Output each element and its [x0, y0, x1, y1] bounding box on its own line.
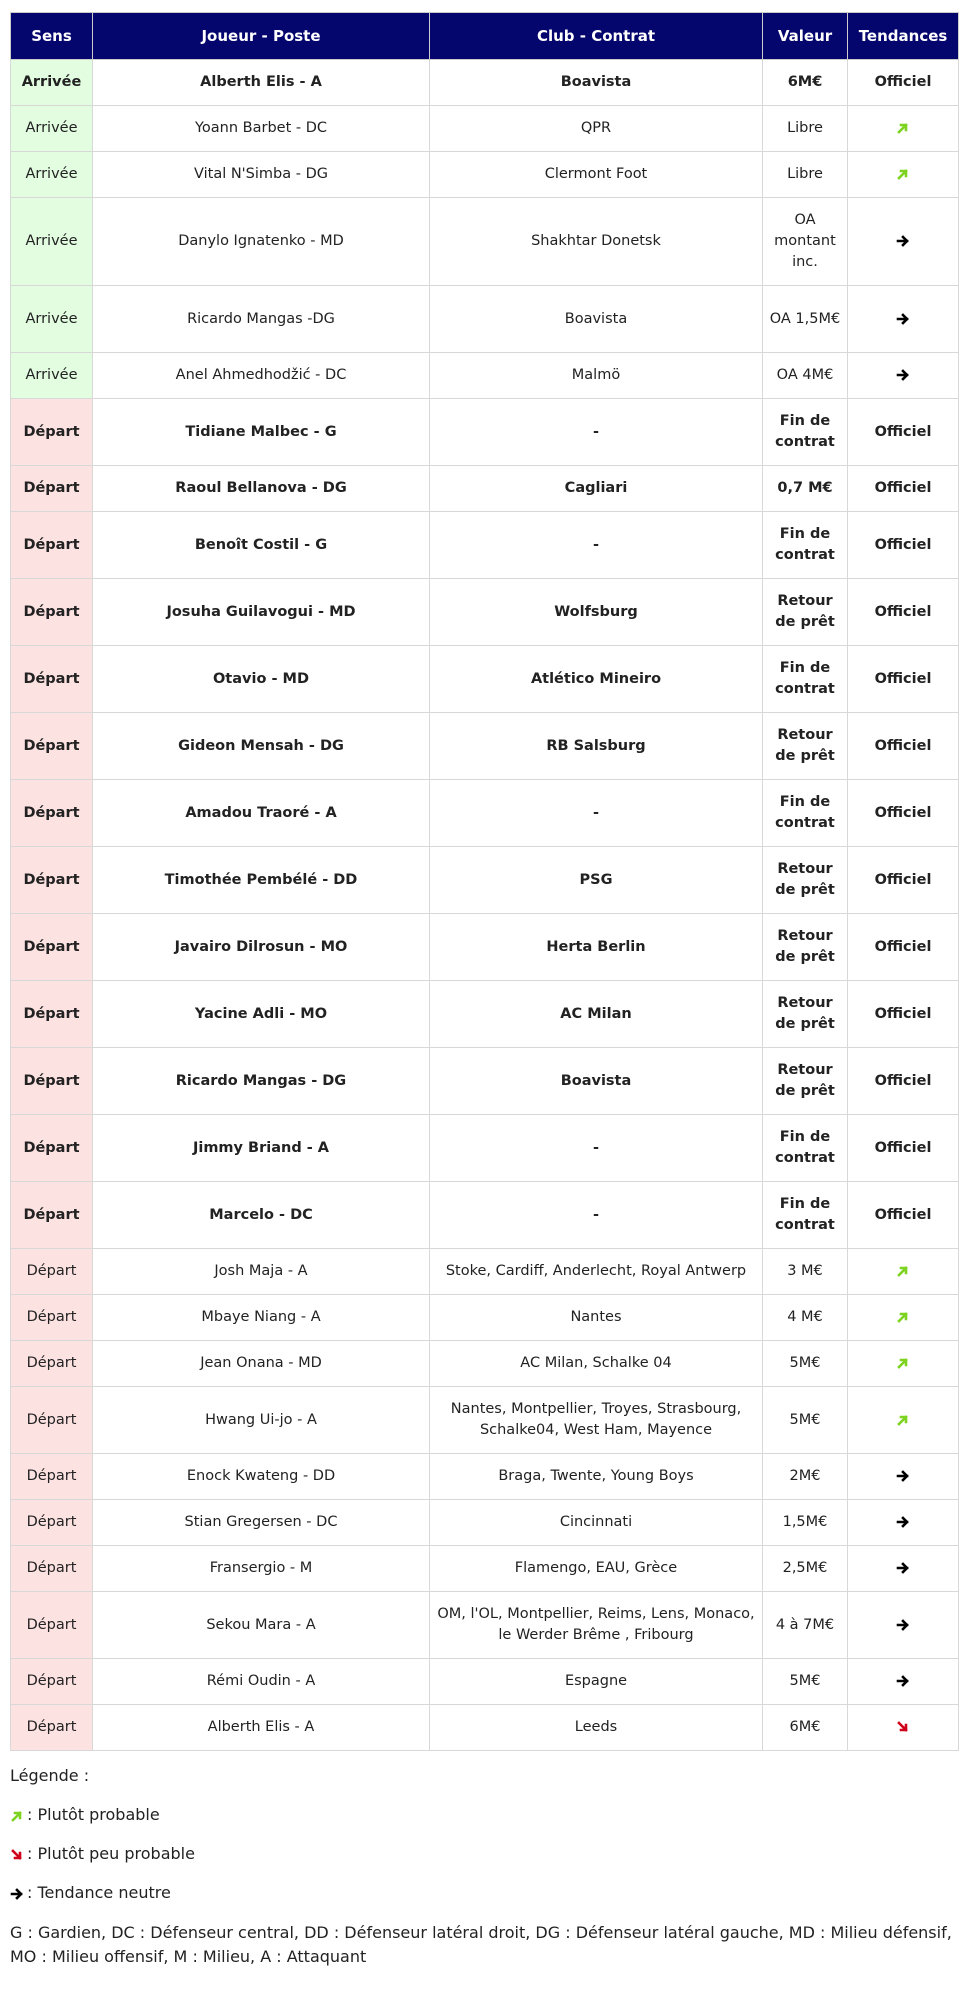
- neutral-arrow-icon: [896, 1514, 910, 1530]
- cell-tendance: Officiel: [848, 1048, 959, 1115]
- cell-joueur: Ricardo Mangas -DG: [93, 286, 430, 353]
- legend-title: Légende :: [10, 1766, 90, 1785]
- cell-tendance: Officiel: [848, 1182, 959, 1249]
- cell-sens: Départ: [11, 646, 93, 713]
- legend-down-label: : Plutôt peu probable: [27, 1844, 195, 1863]
- cell-club: OM, l'OL, Montpellier, Reims, Lens, Monaco, le Werder Brême , Fribourg: [430, 1592, 763, 1659]
- cell-club: AC Milan, Schalke 04: [430, 1341, 763, 1387]
- table-row: [11, 1115, 959, 1182]
- cell-joueur: Josuha Guilavogui - MD: [93, 579, 430, 646]
- cell-joueur: Marcelo - DC: [93, 1182, 430, 1249]
- cell-joueur: Alberth Elis - A: [93, 1705, 430, 1751]
- table-row: [11, 1546, 959, 1592]
- cell-tendance: [848, 286, 959, 353]
- cell-club: RB Salsburg: [430, 713, 763, 780]
- cell-tendance: [848, 1387, 959, 1454]
- cell-tendance: Officiel: [848, 713, 959, 780]
- cell-valeur: 5M€: [763, 1387, 848, 1454]
- cell-valeur: 4 à 7M€: [763, 1592, 848, 1659]
- cell-sens: Départ: [11, 1546, 93, 1592]
- cell-joueur: Timothée Pembélé - DD: [93, 847, 430, 914]
- neutral-arrow-icon: [896, 1560, 910, 1576]
- cell-valeur: Retour de prêt: [763, 713, 848, 780]
- cell-joueur: Amadou Traoré - A: [93, 780, 430, 847]
- cell-joueur: Anel Ahmedhodžić - DC: [93, 353, 430, 399]
- cell-joueur: Jimmy Briand - A: [93, 1115, 430, 1182]
- cell-tendance: Officiel: [848, 646, 959, 713]
- up-arrow-icon: [896, 166, 910, 182]
- cell-sens: Départ: [11, 1182, 93, 1249]
- cell-joueur: Vital N'Simba - DG: [93, 152, 430, 198]
- cell-sens: Arrivée: [11, 106, 93, 152]
- table-row: [11, 1295, 959, 1341]
- table-row: [11, 152, 959, 198]
- table-row: [11, 914, 959, 981]
- cell-joueur: Stian Gregersen - DC: [93, 1500, 430, 1546]
- legend: [10, 1765, 957, 1969]
- table-row: [11, 1182, 959, 1249]
- cell-valeur: 4 M€: [763, 1295, 848, 1341]
- cell-sens: Arrivée: [11, 60, 93, 106]
- cell-club: -: [430, 399, 763, 466]
- cell-valeur: OA 4M€: [763, 353, 848, 399]
- cell-sens: Arrivée: [11, 152, 93, 198]
- neutral-arrow-icon: [896, 233, 910, 249]
- cell-valeur: 2,5M€: [763, 1546, 848, 1592]
- cell-joueur: Ricardo Mangas - DG: [93, 1048, 430, 1115]
- cell-club: AC Milan: [430, 981, 763, 1048]
- cell-tendance: Officiel: [848, 512, 959, 579]
- up-arrow-icon: [896, 1309, 910, 1325]
- cell-joueur: Yacine Adli - MO: [93, 981, 430, 1048]
- cell-club: Atlético Mineiro: [430, 646, 763, 713]
- cell-valeur: Retour de prêt: [763, 914, 848, 981]
- cell-sens: Arrivée: [11, 198, 93, 286]
- cell-sens: Départ: [11, 1659, 93, 1705]
- cell-valeur: 0,7 M€: [763, 466, 848, 512]
- cell-club: Nantes: [430, 1295, 763, 1341]
- cell-club: PSG: [430, 847, 763, 914]
- table-row: [11, 286, 959, 353]
- table-row: [11, 1341, 959, 1387]
- cell-valeur: Retour de prêt: [763, 579, 848, 646]
- cell-club: Boavista: [430, 1048, 763, 1115]
- cell-joueur: Otavio - MD: [93, 646, 430, 713]
- cell-club: Malmö: [430, 353, 763, 399]
- cell-club: Boavista: [430, 60, 763, 106]
- table-row: [11, 579, 959, 646]
- cell-valeur: Fin de contrat: [763, 646, 848, 713]
- cell-tendance: [848, 1659, 959, 1705]
- cell-sens: Arrivée: [11, 353, 93, 399]
- table-row: [11, 1048, 959, 1115]
- cell-valeur: 1,5M€: [763, 1500, 848, 1546]
- cell-club: Cagliari: [430, 466, 763, 512]
- cell-tendance: [848, 1341, 959, 1387]
- table-header-row: [11, 13, 959, 60]
- cell-valeur: Fin de contrat: [763, 399, 848, 466]
- legend-neutral-label: : Tendance neutre: [27, 1883, 171, 1902]
- cell-valeur: OA 1,5M€: [763, 286, 848, 353]
- cell-sens: Départ: [11, 713, 93, 780]
- table-row: [11, 1249, 959, 1295]
- cell-tendance: [848, 1546, 959, 1592]
- up-arrow-icon: [896, 120, 910, 136]
- up-arrow-icon: [10, 1809, 24, 1823]
- cell-joueur: Raoul Bellanova - DG: [93, 466, 430, 512]
- cell-tendance: [848, 198, 959, 286]
- table-row: [11, 1387, 959, 1454]
- table-row: [11, 106, 959, 152]
- cell-club: Clermont Foot: [430, 152, 763, 198]
- cell-tendance: [848, 1249, 959, 1295]
- table-row: [11, 353, 959, 399]
- cell-club: -: [430, 780, 763, 847]
- cell-valeur: Fin de contrat: [763, 780, 848, 847]
- header-club-contrat: Club - Contrat: [430, 13, 763, 60]
- cell-sens: Départ: [11, 780, 93, 847]
- table-row: [11, 780, 959, 847]
- cell-joueur: Javairo Dilrosun - MO: [93, 914, 430, 981]
- neutral-arrow-icon: [10, 1887, 24, 1901]
- cell-sens: Départ: [11, 466, 93, 512]
- table-row: [11, 1454, 959, 1500]
- header-tendances: Tendances: [848, 13, 959, 60]
- table-row: [11, 466, 959, 512]
- neutral-arrow-icon: [896, 1673, 910, 1689]
- cell-joueur: Yoann Barbet - DC: [93, 106, 430, 152]
- cell-club: Espagne: [430, 1659, 763, 1705]
- cell-sens: Départ: [11, 1705, 93, 1751]
- cell-club: -: [430, 512, 763, 579]
- table-row: [11, 60, 959, 106]
- cell-joueur: Mbaye Niang - A: [93, 1295, 430, 1341]
- cell-tendance: [848, 1705, 959, 1751]
- cell-tendance: Officiel: [848, 780, 959, 847]
- cell-sens: Départ: [11, 1500, 93, 1546]
- cell-sens: Départ: [11, 1295, 93, 1341]
- cell-joueur: Fransergio - M: [93, 1546, 430, 1592]
- cell-club: Cincinnati: [430, 1500, 763, 1546]
- cell-valeur: Fin de contrat: [763, 1182, 848, 1249]
- legend-positions: G : Gardien, DC : Défenseur central, DD : Défenseur latéral droit, DG : Défenseur latéral gauche, MD : Milieu défensif, MO : Milieu offensif, M : Milieu, A : Attaquant: [10, 1923, 952, 1966]
- up-arrow-icon: [896, 1412, 910, 1428]
- legend-up-label: : Plutôt probable: [27, 1805, 160, 1824]
- cell-sens: Départ: [11, 1341, 93, 1387]
- cell-club: Herta Berlin: [430, 914, 763, 981]
- header-joueur-poste: Joueur - Poste: [93, 13, 430, 60]
- cell-joueur: Josh Maja - A: [93, 1249, 430, 1295]
- cell-valeur: OA montant inc.: [763, 198, 848, 286]
- cell-club: -: [430, 1115, 763, 1182]
- neutral-arrow-icon: [896, 1617, 910, 1633]
- table-row: [11, 646, 959, 713]
- cell-club: Stoke, Cardiff, Anderlecht, Royal Antwerp: [430, 1249, 763, 1295]
- cell-club: -: [430, 1182, 763, 1249]
- cell-sens: Arrivée: [11, 286, 93, 353]
- table-row: [11, 399, 959, 466]
- table-row: [11, 1500, 959, 1546]
- table-row: [11, 512, 959, 579]
- cell-valeur: Libre: [763, 106, 848, 152]
- cell-club: Nantes, Montpellier, Troyes, Strasbourg, Schalke04, West Ham, Mayence: [430, 1387, 763, 1454]
- down-arrow-icon: [10, 1848, 24, 1862]
- cell-tendance: Officiel: [848, 981, 959, 1048]
- cell-club: Braga, Twente, Young Boys: [430, 1454, 763, 1500]
- table-row: [11, 198, 959, 286]
- table-row: [11, 713, 959, 780]
- cell-valeur: Retour de prêt: [763, 1048, 848, 1115]
- legend-up-item: [10, 1804, 957, 1826]
- cell-sens: Départ: [11, 399, 93, 466]
- neutral-arrow-icon: [896, 1468, 910, 1484]
- cell-sens: Départ: [11, 1387, 93, 1454]
- cell-valeur: Libre: [763, 152, 848, 198]
- table-row: [11, 847, 959, 914]
- cell-tendance: [848, 1500, 959, 1546]
- cell-sens: Départ: [11, 1115, 93, 1182]
- cell-club: Wolfsburg: [430, 579, 763, 646]
- cell-tendance: Officiel: [848, 60, 959, 106]
- legend-neutral-item: [10, 1882, 957, 1904]
- cell-tendance: Officiel: [848, 914, 959, 981]
- up-arrow-icon: [896, 1355, 910, 1371]
- cell-sens: Départ: [11, 1592, 93, 1659]
- cell-sens: Départ: [11, 1454, 93, 1500]
- table-row: [11, 981, 959, 1048]
- legend-down-item: [10, 1843, 957, 1865]
- cell-joueur: Danylo Ignatenko - MD: [93, 198, 430, 286]
- cell-club: Leeds: [430, 1705, 763, 1751]
- cell-tendance: [848, 1592, 959, 1659]
- header-sens: Sens: [11, 13, 93, 60]
- cell-joueur: Hwang Ui-jo - A: [93, 1387, 430, 1454]
- cell-sens: Départ: [11, 914, 93, 981]
- cell-joueur: Alberth Elis - A: [93, 60, 430, 106]
- cell-joueur: Sekou Mara - A: [93, 1592, 430, 1659]
- cell-valeur: 5M€: [763, 1341, 848, 1387]
- table-row: [11, 1592, 959, 1659]
- table-row: [11, 1659, 959, 1705]
- cell-joueur: Tidiane Malbec - G: [93, 399, 430, 466]
- cell-valeur: Retour de prêt: [763, 981, 848, 1048]
- down-arrow-icon: [896, 1719, 910, 1735]
- cell-valeur: Fin de contrat: [763, 512, 848, 579]
- up-arrow-icon: [896, 1263, 910, 1279]
- cell-tendance: [848, 106, 959, 152]
- cell-tendance: [848, 1454, 959, 1500]
- table-body: [11, 60, 959, 1751]
- cell-tendance: Officiel: [848, 1115, 959, 1182]
- cell-valeur: Retour de prêt: [763, 847, 848, 914]
- cell-sens: Départ: [11, 512, 93, 579]
- neutral-arrow-icon: [896, 367, 910, 383]
- transfer-table: [10, 12, 959, 1751]
- table-row: [11, 1705, 959, 1751]
- cell-valeur: 6M€: [763, 1705, 848, 1751]
- cell-sens: Départ: [11, 579, 93, 646]
- cell-sens: Départ: [11, 847, 93, 914]
- cell-club: Boavista: [430, 286, 763, 353]
- cell-club: Flamengo, EAU, Grèce: [430, 1546, 763, 1592]
- cell-sens: Départ: [11, 981, 93, 1048]
- cell-sens: Départ: [11, 1048, 93, 1115]
- cell-tendance: Officiel: [848, 579, 959, 646]
- cell-joueur: Benoît Costil - G: [93, 512, 430, 579]
- neutral-arrow-icon: [896, 311, 910, 327]
- cell-sens: Départ: [11, 1249, 93, 1295]
- cell-valeur: 6M€: [763, 60, 848, 106]
- header-valeur: Valeur: [763, 13, 848, 60]
- cell-tendance: [848, 152, 959, 198]
- cell-valeur: 2M€: [763, 1454, 848, 1500]
- cell-tendance: [848, 353, 959, 399]
- cell-tendance: Officiel: [848, 466, 959, 512]
- cell-valeur: 5M€: [763, 1659, 848, 1705]
- cell-joueur: Rémi Oudin - A: [93, 1659, 430, 1705]
- cell-joueur: Enock Kwateng - DD: [93, 1454, 430, 1500]
- cell-joueur: Gideon Mensah - DG: [93, 713, 430, 780]
- cell-joueur: Jean Onana - MD: [93, 1341, 430, 1387]
- cell-tendance: Officiel: [848, 399, 959, 466]
- cell-tendance: [848, 1295, 959, 1341]
- cell-valeur: Fin de contrat: [763, 1115, 848, 1182]
- cell-club: Shakhtar Donetsk: [430, 198, 763, 286]
- cell-valeur: 3 M€: [763, 1249, 848, 1295]
- cell-tendance: Officiel: [848, 847, 959, 914]
- cell-club: QPR: [430, 106, 763, 152]
